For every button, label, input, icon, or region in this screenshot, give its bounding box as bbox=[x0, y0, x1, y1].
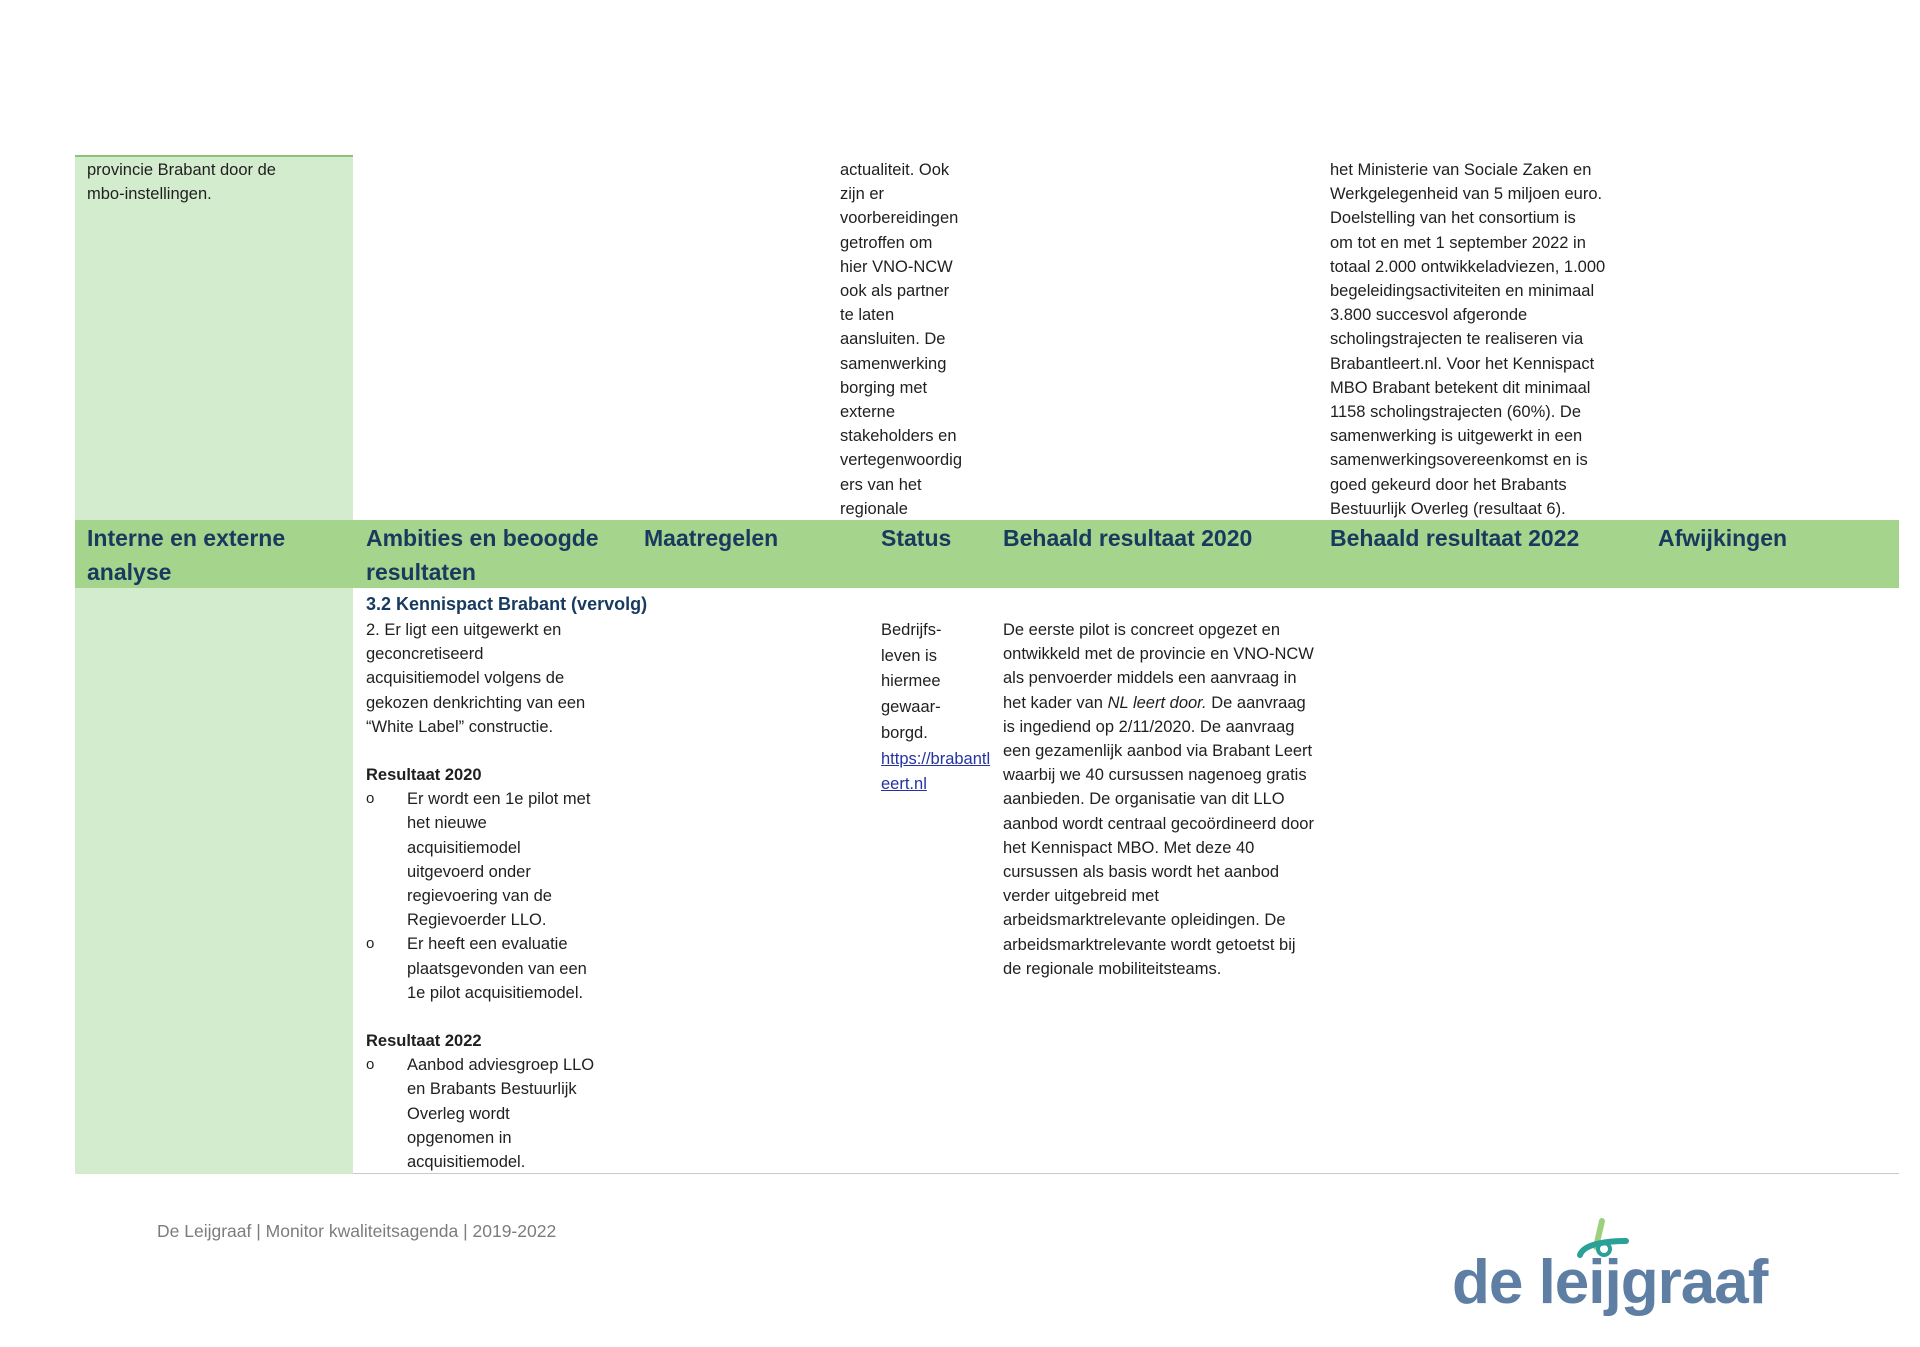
status-text: Bedrijfs- leven is hiermee gewaar- borgd. bbox=[881, 621, 942, 742]
column-header-ambities: Ambities en beoogde resultaten bbox=[366, 525, 599, 585]
list-item: o Er wordt een 1e pilot met het nieuwe acquisitiemodel uitgevoerd onder regievoering van de Regievoerder LLO. bbox=[366, 787, 631, 932]
result-2020-heading: Resultaat 2020 bbox=[366, 766, 482, 785]
page-footer: De Leijgraaf | Monitor kwaliteitsagenda | 2019-2022 bbox=[157, 1221, 557, 1241]
column-header-analyse: Interne en externe analyse bbox=[87, 525, 286, 585]
ambities-cell bbox=[366, 618, 631, 1174]
list-item: o Er heeft een evaluatie plaatsgevonden van een 1e pilot acquisitiemodel. bbox=[366, 932, 631, 1005]
result-text: De aanvraag is ingediend op 2/11/2020. De aanvraag een gezamenlijk aanbod via Brabant Leert waarbij we 40 cursussen nagenoeg gratis aanbieden. De organisatie van dit LLO aanbod wordt centraal gecoördineerd door het Kennispact MBO. Met deze 40 cursussen als basis wordt het aanbod verder uitgebreid met arbeidsmarktrelevante opleidingen. De arbeidsmarktrelevante wordt getoetst bij de regionale mobiliteitsteams. bbox=[1003, 693, 1314, 978]
column-header-status: Status bbox=[881, 525, 952, 551]
column-header-maatregelen: Maatregelen bbox=[644, 525, 779, 551]
analysis-continuation-text: provincie Brabant door de mbo-instellingen. bbox=[87, 161, 276, 204]
result-2020-list bbox=[366, 787, 631, 1005]
result-2022-list bbox=[366, 1053, 631, 1174]
column-header-resultaat-2022: Behaald resultaat 2022 bbox=[1330, 525, 1580, 551]
column-header-afwijkingen: Afwijkingen bbox=[1658, 525, 1788, 551]
column-header-resultaat-2020: Behaald resultaat 2020 bbox=[1003, 525, 1253, 551]
behaald-resultaat-2020-cell bbox=[1003, 618, 1318, 981]
analysis-column-background bbox=[75, 588, 353, 1174]
result-2022-continuation-text: het Ministerie van Sociale Zaken en Werkgelegenheid van 5 miljoen euro. Doelstelling van het consortium is om tot en met 1 september 2022 in totaal 2.000 ontwikkeladviezen, 1.000 begeleidingsactiviteiten en minimaal 3.800 succesvol afgeronde scholingstrajecten te realiseren via Brabantleert.nl. Voor het Kennispact MBO Brabant betekent dit minimaal 1158 scholingstrajecten (60%). De samenwerking is uitgewerkt in een samenwerkingsovereenkomst en is goed gekeurd door het Brabants Bestuurlijk Overleg (resultaat 6). bbox=[1330, 161, 1606, 518]
svg-text:de leijgraaf: de leijgraaf bbox=[1452, 1248, 1768, 1317]
ambition-text: 2. Er ligt een uitgewerkt en geconcretiseerd acquisitiemodel volgens de gekozen denkrichting van een “White Label” constructie. bbox=[366, 621, 586, 736]
result-text: De eerste pilot is concreet opgezet en ontwikkeld met de provincie en VNO-NCW als penvoerder middels een aanvraag in het kader van bbox=[1003, 621, 1314, 712]
de-leijgraaf-logo bbox=[1450, 1213, 1790, 1323]
program-name: NL leert door. bbox=[1107, 693, 1207, 712]
status-cell bbox=[881, 618, 991, 798]
section-title: 3.2 Kennispact Brabant (vervolg) bbox=[366, 594, 648, 614]
status-continuation-text: actualiteit. Ook zijn er voorbereidingen getroffen om hier VNO-NCW ook als partner te laten aansluiten. De samenwerking borging met externe stakeholders en vertegenwoordig ers van het regionale bbox=[840, 161, 962, 518]
analysis-column-background bbox=[75, 155, 353, 523]
result-2022-heading: Resultaat 2022 bbox=[366, 1032, 482, 1051]
brabantleert-link[interactable]: https://brabantleert.nl bbox=[881, 749, 991, 794]
list-item: o Aanbod adviesgroep LLO en Brabants Bestuurlijk Overleg wordt opgenomen in acquisitiemodel. bbox=[366, 1053, 631, 1174]
